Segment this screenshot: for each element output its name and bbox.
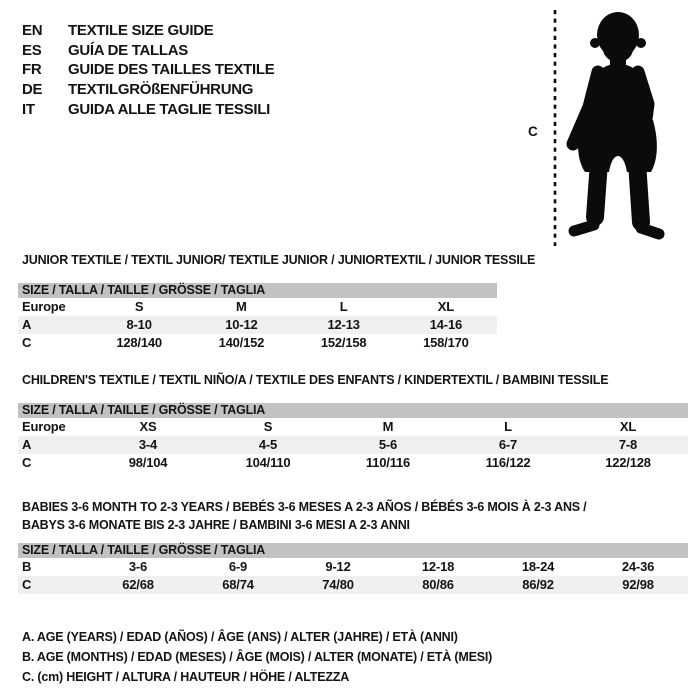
babies-title-line2: BABYS 3-6 MONATE BIS 2-3 JAHRE / BAMBINI 3-6 MESI A 2-3 ANNI [22, 518, 410, 532]
cell: XL [619, 419, 637, 434]
cell: 14-16 [429, 317, 462, 332]
language-title: GUIDA ALLE TAGLIE TESSILI [68, 100, 270, 118]
list-item [22, 21, 274, 41]
cell: 3-6 [128, 559, 148, 574]
table-row [18, 454, 688, 472]
footnote-b: B. AGE (MONTHS) / EDAD (MESES) / ÂGE (MOIS) / ALTER (MONATE) / ETÀ (MESI) [22, 650, 493, 664]
cell: S [134, 299, 144, 314]
row-label: C [22, 455, 32, 470]
cell: L [504, 419, 512, 434]
list-item [22, 41, 274, 61]
language-code: DE [22, 81, 43, 99]
cell: 68/74 [222, 577, 254, 592]
dashed-measure-line [552, 10, 558, 246]
cell: 128/140 [116, 335, 162, 350]
cell: 140/152 [218, 335, 265, 350]
table-row [18, 436, 688, 454]
cell: 12-13 [327, 317, 360, 332]
cell: S [263, 419, 273, 434]
list-item [22, 99, 274, 119]
cell: 110/116 [365, 455, 411, 470]
cell: 18-24 [521, 559, 555, 574]
row-label: Europe [22, 419, 66, 434]
size-band-header: SIZE / TALLA / TAILLE / GRÖSSE / TAGLIA [18, 543, 688, 558]
size-band-header: SIZE / TALLA / TAILLE / GRÖSSE / TAGLIA [18, 403, 688, 418]
footnote-a: A. AGE (YEARS) / EDAD (AÑOS) / ÂGE (ANS) / ALTER (JAHRE) / ETÀ (ANNI) [22, 630, 458, 644]
cell: 116/122 [485, 455, 531, 470]
junior-size-table [18, 283, 497, 352]
cell: 24-36 [621, 559, 655, 574]
cell: 10-12 [225, 317, 258, 332]
row-label: B [22, 559, 32, 574]
list-item [22, 80, 274, 100]
cell: 12-18 [421, 559, 455, 574]
cell: 122/128 [605, 455, 651, 470]
language-code: IT [22, 100, 35, 118]
toddler-silhouette-icon [563, 12, 667, 242]
babies-title-line1: BABIES 3-6 MONTH TO 2-3 YEARS / BEBÉS 3-6 MESES A 2-3 AÑOS / BÉBÉS 3-6 MOIS À 2-3 ANS / [22, 500, 587, 514]
table-row [18, 334, 497, 352]
language-code: EN [22, 22, 43, 40]
row-label: A [22, 437, 32, 452]
cell: XS [139, 419, 157, 434]
cell: XL [437, 299, 454, 314]
cell: 104/110 [245, 455, 291, 470]
cell: 80/86 [422, 577, 454, 592]
table-row [18, 418, 688, 436]
list-item [22, 60, 274, 80]
babies-size-table [18, 543, 688, 594]
size-band-header: SIZE / TALLA / TAILLE / GRÖSSE / TAGLIA [18, 283, 497, 298]
table-row [18, 316, 497, 334]
cell: 3-4 [138, 437, 158, 452]
footnote-c: C. (cm) HEIGHT / ALTURA / HAUTEUR / HÖHE / ALTEZZA [22, 670, 350, 684]
table-row [18, 558, 688, 576]
cell: 9-12 [325, 559, 351, 574]
cell: 92/98 [622, 577, 654, 592]
cell: 8-10 [126, 317, 152, 332]
children-size-table [18, 403, 688, 472]
cell: 6-9 [228, 559, 248, 574]
section-title-babies [22, 498, 586, 534]
language-list [22, 21, 274, 119]
cell: 152/158 [320, 335, 367, 350]
cell: 4-5 [258, 437, 278, 452]
table-row [18, 576, 688, 594]
measure-c-label: C [528, 124, 538, 139]
row-label: C [22, 577, 32, 592]
language-title: TEXTILE SIZE GUIDE [68, 22, 214, 40]
cell: L [339, 299, 348, 314]
language-code: ES [22, 41, 42, 59]
language-title: GUÍA DE TALLAS [68, 41, 188, 59]
row-label: C [22, 335, 32, 350]
language-code: FR [22, 61, 42, 79]
row-label: A [22, 317, 32, 332]
language-title: TEXTILGRÖßENFÜHRUNG [68, 81, 254, 99]
cell: 6-7 [498, 437, 518, 452]
row-label: Europe [22, 299, 66, 314]
cell: 158/170 [423, 335, 469, 350]
cell: 62/68 [122, 577, 154, 592]
cell: 5-6 [378, 437, 398, 452]
cell: M [236, 299, 247, 314]
cell: 74/80 [322, 577, 354, 592]
cell: M [382, 419, 394, 434]
section-title-junior: JUNIOR TEXTILE / TEXTIL JUNIOR/ TEXTILE JUNIOR / JUNIORTEXTIL / JUNIOR TESSILE [22, 253, 536, 267]
cell: 7-8 [618, 437, 638, 452]
language-title: GUIDE DES TAILLES TEXTILE [68, 61, 275, 79]
footnote-legend [22, 627, 492, 687]
cell: 86/92 [522, 577, 554, 592]
table-row [18, 298, 497, 316]
section-title-children: CHILDREN'S TEXTILE / TEXTIL NIÑO/A / TEXTILE DES ENFANTS / KINDERTEXTIL / BAMBINI TESSILE [22, 373, 609, 387]
cell: 98/104 [128, 455, 168, 470]
